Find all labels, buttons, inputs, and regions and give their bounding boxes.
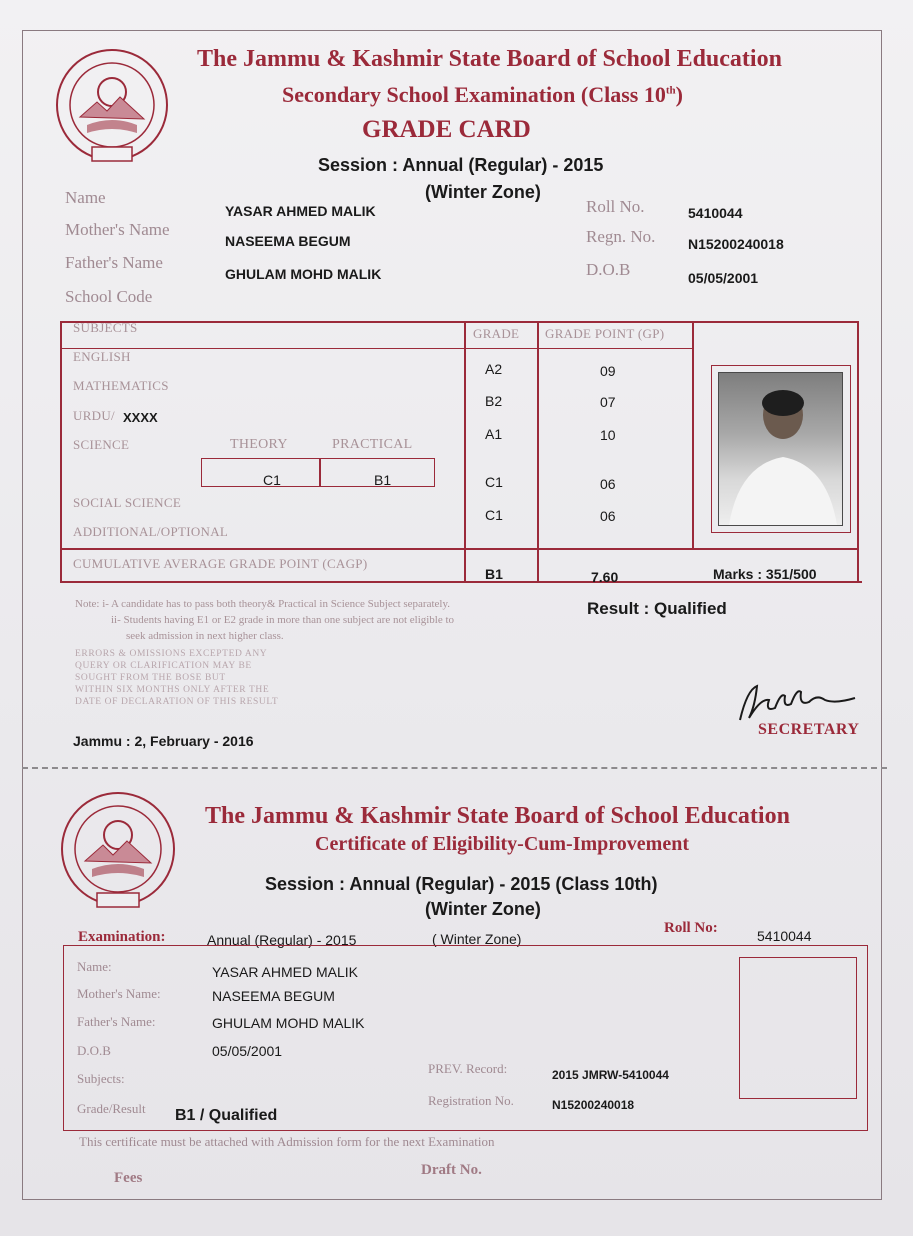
grade-science: C1	[485, 474, 503, 490]
cert-dob: 05/05/2001	[212, 1043, 283, 1059]
prev-record-label: PREV. Record:	[428, 1061, 508, 1076]
gp-col-divider	[537, 321, 539, 581]
certificate-board-title: The Jammu & Kashmir State Board of School Education	[205, 803, 790, 829]
mother-name: NASEEMA BEGUM	[225, 233, 351, 249]
gp-social-science: 06	[600, 508, 616, 524]
gp-header: GRADE POINT (GP)	[545, 326, 665, 341]
header-divider	[60, 348, 692, 349]
cert-grade-result: B1 / Qualified	[175, 1107, 278, 1124]
cagp-point: 7.60	[591, 569, 619, 585]
grade-card-heading: GRADE CARD	[362, 116, 531, 143]
cert-mother-name: NASEEMA BEGUM	[212, 988, 335, 1004]
certificate-seal-logo	[57, 789, 179, 917]
subject-science: SCIENCE	[73, 437, 130, 452]
secretary-signature	[735, 678, 860, 726]
regn-number: N15200240018	[688, 236, 784, 252]
session-line: Session : Annual (Regular) - 2015	[318, 155, 604, 175]
certificate-zone: (Winter Zone)	[425, 899, 541, 919]
student-photo	[718, 372, 843, 526]
tear-line	[22, 767, 887, 769]
father-name: GHULAM MOHD MALIK	[225, 266, 382, 282]
subjects-header: SUBJECTS	[73, 320, 138, 335]
cert-photo-box	[739, 957, 857, 1099]
table-right-border	[857, 321, 859, 581]
table-top-border	[60, 321, 858, 323]
examination-zone: ( Winter Zone)	[432, 931, 522, 947]
errors-line-1: ERRORS & OMISSIONS EXCEPTED ANY	[75, 649, 268, 659]
board-title: The Jammu & Kashmir State Board of School Education	[197, 46, 782, 72]
grade-col-divider	[464, 321, 466, 581]
dob-label: D.O.B	[586, 260, 631, 279]
grade-header: GRADE	[473, 326, 520, 341]
cert-mother-label: Mother's Name:	[77, 986, 161, 1001]
mother-label: Mother's Name	[65, 220, 170, 239]
science-split-box	[201, 458, 435, 487]
examination-label: Examination:	[78, 929, 166, 945]
examination-value: Annual (Regular) - 2015	[207, 932, 357, 948]
draft-label: Draft No.	[421, 1162, 482, 1178]
certificate-title: Certificate of Eligibility-Cum-Improvement	[315, 833, 689, 855]
grade-urdu: A1	[485, 426, 503, 442]
fees-label: Fees	[114, 1170, 143, 1186]
cert-dob-label: D.O.B	[77, 1043, 111, 1058]
subject-urdu: URDU/	[73, 408, 115, 423]
practical-grade: B1	[374, 472, 392, 488]
roll-label: Roll No.	[586, 197, 645, 216]
errors-line-4: WITHIN SIX MONTHS ONLY AFTER THE	[75, 685, 270, 695]
gp-mathematics: 07	[600, 394, 616, 410]
subject-mathematics: MATHEMATICS	[73, 378, 169, 393]
cert-regn-value: N15200240018	[552, 1098, 635, 1112]
grade-social-science: C1	[485, 507, 503, 523]
errors-line-3: SOUGHT FROM THE BOSE BUT	[75, 673, 226, 683]
cert-roll-label: Roll No:	[664, 920, 718, 936]
exam-title: Secondary School Examination (Class 10th)	[282, 82, 683, 107]
table-left-border	[60, 321, 62, 581]
gp-urdu: 10	[600, 427, 616, 443]
practical-label: PRACTICAL	[332, 437, 413, 452]
result-text: Result : Qualified	[587, 599, 727, 618]
roll-number: 5410044	[688, 205, 743, 221]
note-line-2: ii- Students having E1 or E2 grade in more than one subject are not eligible to	[111, 614, 455, 626]
gp-science: 06	[600, 476, 616, 492]
cert-regn-label: Registration No.	[428, 1093, 514, 1108]
cert-name-label: Name:	[77, 959, 112, 974]
place-date: Jammu : 2, February - 2016	[73, 733, 254, 749]
cert-father-label: Father's Name:	[77, 1014, 156, 1029]
name-label: Name	[65, 188, 106, 207]
theory-grade: C1	[263, 472, 281, 488]
theory-label: THEORY	[230, 437, 288, 452]
urdu-overwrite: XXXX	[123, 410, 158, 425]
attach-note: This certificate must be attached with Admission form for the next Examination	[79, 1134, 495, 1149]
cert-father-name: GHULAM MOHD MALIK	[212, 1015, 365, 1031]
cert-roll-value: 5410044	[757, 928, 812, 944]
date-of-birth: 05/05/2001	[688, 270, 759, 286]
subject-english: ENGLISH	[73, 349, 131, 364]
note-line-3: seek admission in next higher class.	[126, 630, 284, 642]
grade-mathematics: B2	[485, 393, 503, 409]
cagp-top-border	[60, 548, 858, 550]
student-name: YASAR AHMED MALIK	[225, 203, 376, 219]
grade-english: A2	[485, 361, 503, 377]
secretary-title: SECRETARY	[758, 721, 860, 738]
certificate-session: Session : Annual (Regular) - 2015 (Class 10th)	[265, 874, 658, 894]
school-code-label: School Code	[65, 287, 153, 306]
errors-line-5: DATE OF DECLARATION OF THIS RESULT	[75, 697, 279, 707]
errors-line-2: QUERY OR CLARIFICATION MAY BE	[75, 661, 252, 671]
cert-subjects-label: Subjects:	[77, 1071, 125, 1086]
cert-grade-result-label: Grade/Result	[77, 1101, 146, 1116]
father-label: Father's Name	[65, 253, 163, 272]
gp-english: 09	[600, 363, 616, 379]
subject-additional: ADDITIONAL/OPTIONAL	[73, 524, 229, 539]
subject-social-science: SOCIAL SCIENCE	[73, 495, 182, 510]
note-line-1: Note: i- A candidate has to pass both theory& Practical in Science Subject separately.	[75, 598, 451, 610]
zone-line: (Winter Zone)	[425, 182, 541, 202]
total-marks: Marks : 351/500	[713, 566, 817, 582]
prev-record-value: 2015 JMRW-5410044	[552, 1068, 669, 1082]
regn-label: Regn. No.	[586, 227, 656, 246]
photo-col-divider	[692, 321, 694, 549]
cert-student-name: YASAR AHMED MALIK	[212, 964, 359, 980]
board-seal-logo	[52, 47, 172, 169]
cagp-label: CUMULATIVE AVERAGE GRADE POINT (CAGP)	[73, 556, 368, 571]
cagp-grade: B1	[485, 566, 503, 582]
